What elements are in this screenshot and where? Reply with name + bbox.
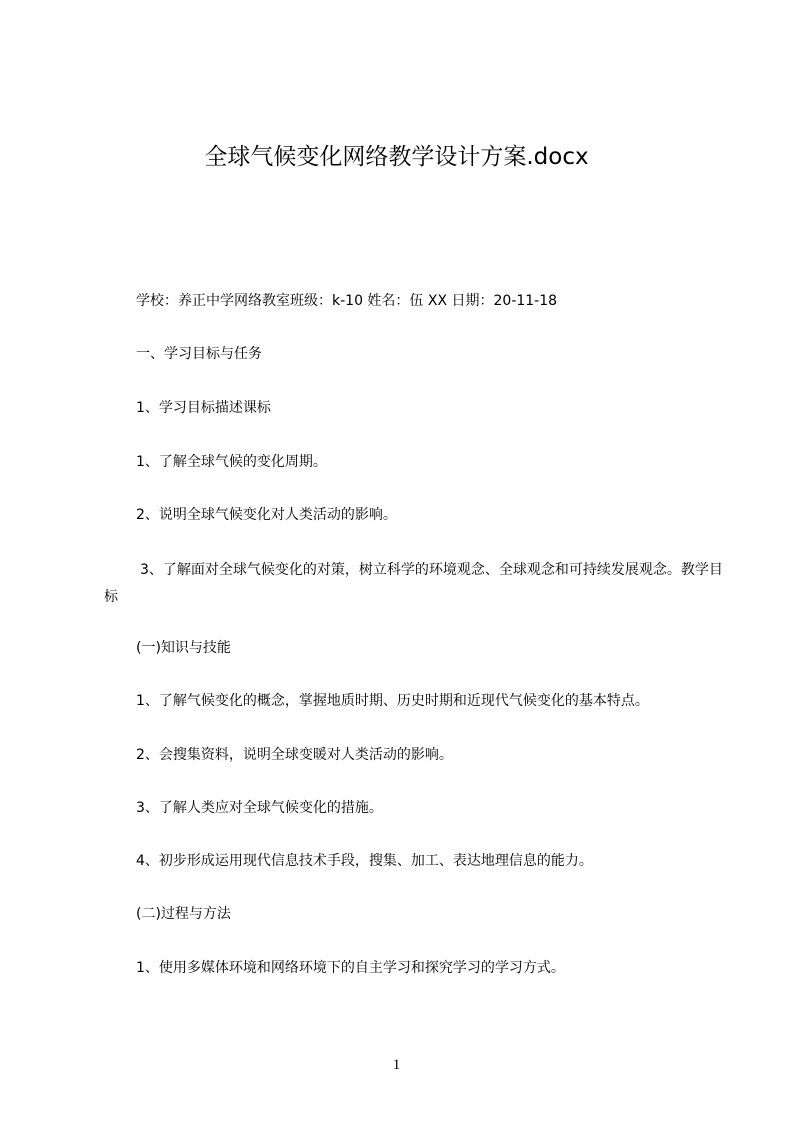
paragraph: 4、初步形成运用现代信息技术手段，搜集、加工、表达地理信息的能力。 (136, 853, 593, 869)
paragraph: 2、会搜集资料，说明全球变暖对人类活动的影响。 (136, 747, 453, 763)
document-title: 全球气候变化网络教学设计方案.docx (204, 144, 589, 170)
paragraph: 2、说明全球气候变化对人类活动的影响。 (136, 507, 397, 523)
subsection-heading: (二)过程与方法 (136, 906, 231, 922)
paragraph: 3、了解人类应对全球气候变化的措施。 (136, 800, 383, 816)
paragraph: 1、了解气候变化的概念，掌握地质时期、历史时期和近现代气候变化的基本特点。 (136, 693, 649, 709)
page-number: 1 (392, 1057, 401, 1073)
paragraph: 1、学习目标描述课标 (136, 400, 271, 416)
subsection-heading: (一)知识与技能 (136, 640, 231, 656)
paragraph: 1、了解全球气候的变化周期。 (136, 454, 327, 470)
document-meta-line: 学校：养正中学网络教室班级：k-10 姓名：伍 XX 日期：20-11-18 (136, 293, 558, 309)
paragraph: 1、使用多媒体环境和网络环境下的自主学习和探究学习的学习方式。 (136, 960, 565, 976)
section-heading: 一、学习目标与任务 (136, 346, 262, 362)
paragraph: 3、了解面对全球气候变化的对策，树立科学的环境观念、全球观念和可持续发展观念。教学目标 (104, 562, 723, 605)
